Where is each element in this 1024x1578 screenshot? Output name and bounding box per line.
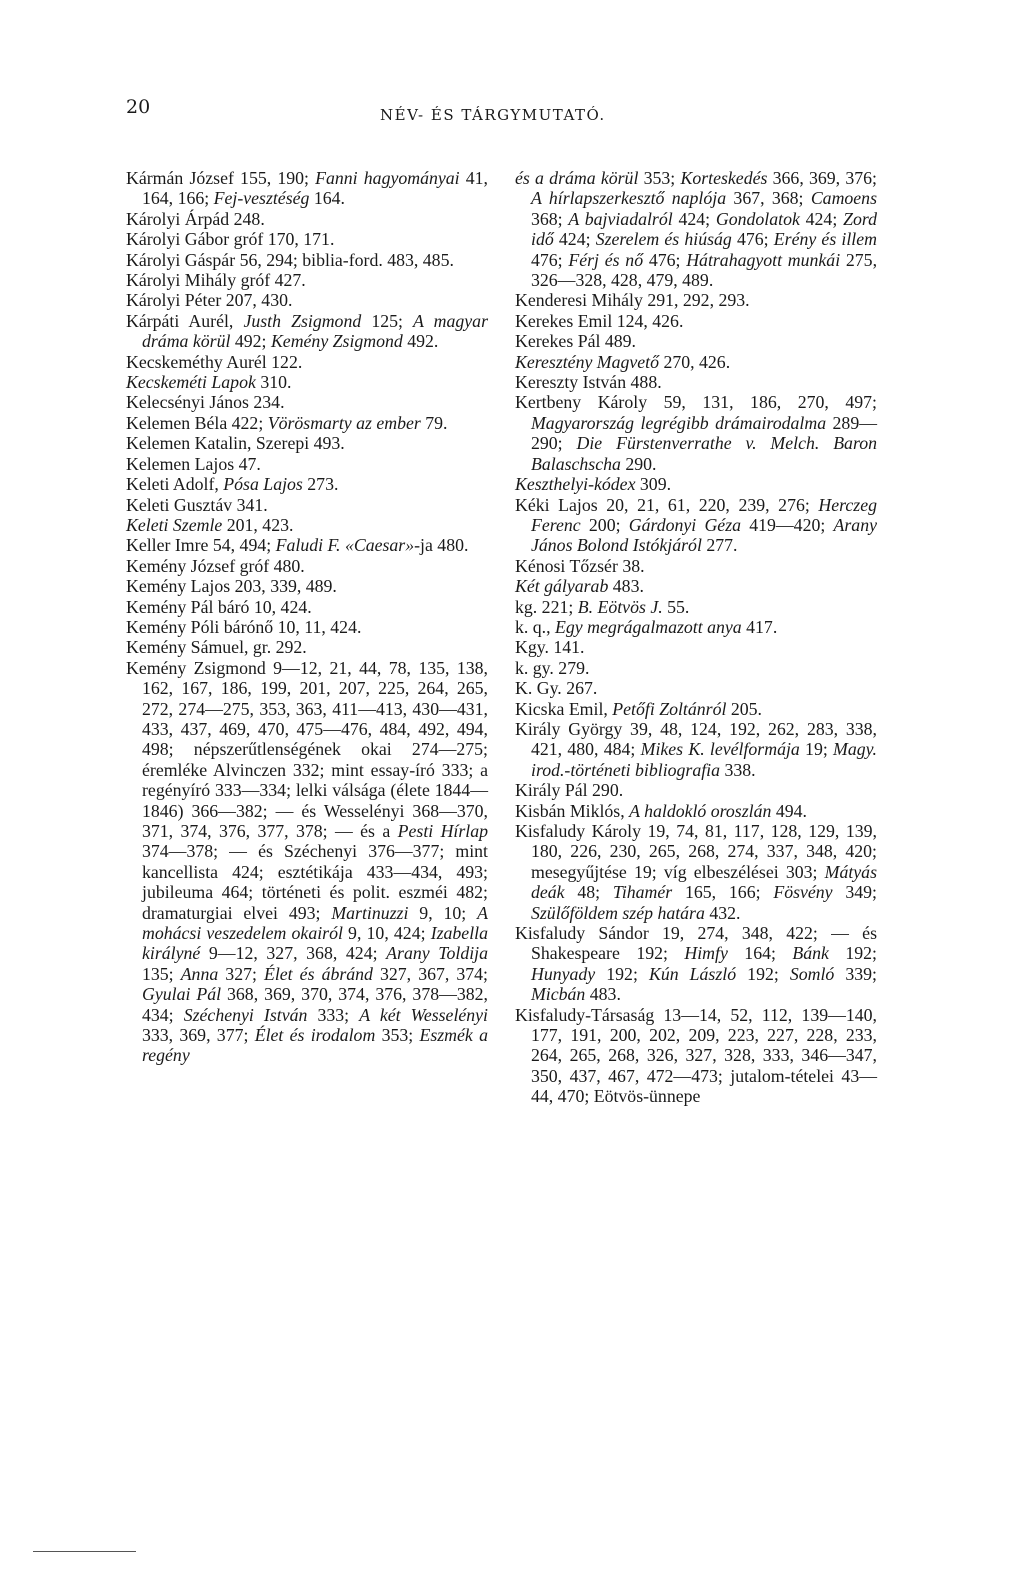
italic-title: Tihamér <box>612 882 673 903</box>
entry-text: 309. <box>635 474 672 495</box>
entry-text: Kénosi Tőzsér 38. <box>515 555 645 576</box>
entry-text: 79. <box>420 412 448 433</box>
entry-text: 494. <box>771 800 807 821</box>
index-entry <box>515 352 877 372</box>
index-entry <box>515 658 877 678</box>
entry-text: Király Pál 290. <box>515 780 624 801</box>
index-entry <box>126 597 488 617</box>
italic-title: Szülőföldem szép határa <box>531 902 705 923</box>
entry-text: 353; <box>375 1025 420 1046</box>
index-entry <box>515 576 877 596</box>
italic-title: A mohácsi veszedelem okairól <box>142 902 488 944</box>
entry-text: 9, 10; <box>408 902 478 923</box>
italic-title: A bajviadalról <box>568 208 673 229</box>
entry-text: 432. <box>704 902 741 923</box>
index-entry <box>126 495 488 515</box>
entry-text: 9, 10, 424; <box>342 923 431 944</box>
italic-title: Martinuzzi <box>331 902 409 923</box>
index-entry <box>515 168 877 290</box>
index-entry <box>126 576 488 596</box>
index-entry <box>126 311 488 352</box>
entry-text: 419—420; <box>741 514 834 535</box>
entry-text: 19; <box>799 739 834 760</box>
italic-title: Széchenyi István <box>183 1004 308 1025</box>
italic-title: B. Eötvös J. <box>577 596 663 617</box>
entry-text: Kemény Sámuel, gr. 292. <box>126 637 307 658</box>
entry-text: Kecskeméthy Aurél 122. <box>126 351 303 372</box>
entry-text: 270, 426. <box>659 351 731 372</box>
index-entry <box>515 780 877 800</box>
italic-title: Fej-vesztéség <box>213 188 310 209</box>
running-head: NÉV- ÉS TÁRGYMUTATÓ. <box>380 106 606 124</box>
entry-text: 290. <box>620 453 657 474</box>
entry-text: Kármán József 155, 190; <box>126 168 316 188</box>
entry-text: 192; <box>736 963 790 984</box>
entry-text: Károlyi Péter 207, 430. <box>126 290 293 311</box>
entry-text: 353; <box>638 168 681 188</box>
entry-text: 424; <box>799 208 844 229</box>
entry-text: 327; <box>218 963 264 984</box>
index-entry <box>515 719 877 780</box>
index-entry <box>126 515 488 535</box>
entry-text: 374—378; — és Széchenyi 376—377; mint kancellista 424; esztétikája 433—434, 493; jubileuma 464; történeti és polit. eszméi 482; dramaturgiai elvei 493; <box>142 841 488 923</box>
italic-title: Keresztény Magvető <box>515 351 660 372</box>
entry-text: Kelecsényi János 234. <box>126 392 285 413</box>
entry-text: 48; <box>564 882 613 903</box>
entry-text: 273. <box>302 474 339 495</box>
index-entry <box>126 413 488 433</box>
italic-title: Magyarország legrégibb drámairodalma <box>531 412 827 433</box>
italic-title: Bánk <box>792 943 829 964</box>
index-entry <box>126 535 488 555</box>
index-entry <box>515 678 877 698</box>
entry-text: 55. <box>662 596 690 617</box>
entry-text: Kereszty István 488. <box>515 372 662 393</box>
index-entry <box>515 637 877 657</box>
italic-title: Petőfi Zoltánról <box>612 698 727 719</box>
italic-title: Arany János Bolond Istókjáról <box>531 514 877 556</box>
index-entry <box>515 392 877 474</box>
entry-text: 333; <box>307 1004 360 1025</box>
entry-text: 164. <box>309 188 345 209</box>
entry-text: 476; <box>731 229 774 250</box>
entry-text: 417. <box>741 616 778 637</box>
entry-text: 192; <box>595 963 649 984</box>
entry-text: 310. <box>255 372 292 393</box>
italic-title: Keszthelyi-kódex <box>515 474 636 495</box>
entry-text: 164; <box>727 943 793 964</box>
index-entry <box>126 229 488 249</box>
italic-title: Herczeg Ferenc <box>531 494 877 535</box>
entry-text: Kemény Pál báró 10, 424. <box>126 596 312 617</box>
entry-text: 492. <box>402 331 439 352</box>
italic-title: Fösvény <box>773 882 833 903</box>
entry-text: 125; <box>361 310 414 331</box>
entry-text: Kemény József gróf 480. <box>126 555 305 576</box>
italic-title: Élet és irodalom <box>254 1025 376 1046</box>
entry-text: 277. <box>701 535 738 556</box>
italic-title: Camoens <box>810 188 877 209</box>
index-entry <box>126 556 488 576</box>
index-entry <box>126 372 488 392</box>
entry-text: 424; <box>672 208 716 229</box>
entry-text: K. Gy. 267. <box>515 678 598 699</box>
entry-text: Kertbeny Károly 59, 131, 186, 270, 497; <box>515 392 877 413</box>
index-entry <box>515 495 877 556</box>
index-entry <box>126 474 488 494</box>
index-entry <box>515 1005 877 1107</box>
italic-title: Anna <box>180 963 219 984</box>
entry-text: Kárpáti Aurél, <box>126 310 244 331</box>
entry-text: Károlyi Mihály gróf 427. <box>126 270 306 291</box>
entry-text: 367, 368; <box>726 188 811 209</box>
footer-rule <box>33 1551 136 1552</box>
entry-text: 483. <box>608 576 644 597</box>
page-number: 20 <box>126 96 151 118</box>
entry-text: 201, 423. <box>222 514 294 535</box>
italic-title: Gondolatok <box>715 208 800 229</box>
entry-text: 424; <box>553 229 596 250</box>
entry-text: Keleti Gusztáv 341. <box>126 494 268 515</box>
entry-text: 192; <box>828 943 877 964</box>
entry-text: 200; <box>580 514 629 535</box>
index-entry <box>126 250 488 270</box>
entry-text: Kgy. 141. <box>515 637 585 658</box>
italic-title: Micbán <box>531 984 586 1005</box>
italic-title: A két Wesselényi <box>359 1004 488 1025</box>
entry-text: Károlyi Árpád 248. <box>126 208 265 229</box>
italic-title: Zord idő <box>531 208 877 250</box>
italic-title: Vörösmarty az ember <box>267 412 421 433</box>
italic-title: Keleti Szemle <box>126 514 223 535</box>
index-entry <box>126 209 488 229</box>
italic-title: Somló <box>789 963 835 984</box>
entry-text: Király György 39, 48, 124, 192, 262, 283, 338, 421, 480, 484; <box>515 718 877 760</box>
entry-text: Keller Imre 54, 494; <box>126 535 276 556</box>
entry-text: 368, 369, 370, 374, 376, 378—382, 434; <box>142 984 488 1025</box>
italic-title: Magy. irod.-történeti bibliografia <box>531 739 877 780</box>
index-column-right <box>515 168 877 1107</box>
italic-title: Mikes K. levélformája <box>640 739 800 760</box>
index-entry <box>126 392 488 412</box>
entry-text: 349; <box>832 882 877 903</box>
index-entry <box>515 556 877 576</box>
italic-title: Egy megrágalmazott anya <box>555 616 742 637</box>
entry-text: Kelemen Béla 422; <box>126 412 268 433</box>
entry-text: 9—12, 327, 368, 424; <box>200 943 387 964</box>
italic-title: A hírlapszerkesztő naplója <box>531 188 727 209</box>
index-entry <box>515 474 877 494</box>
entry-text: 476; <box>643 249 687 270</box>
entry-text: 135; <box>142 963 181 984</box>
italic-title: Gárdonyi Géza <box>628 514 742 535</box>
index-entry <box>126 352 488 372</box>
entry-text: -ja 480. <box>414 535 469 556</box>
entry-text: Károlyi Gábor gróf 170, 171. <box>126 229 335 250</box>
entry-text: 41, 164, 166; <box>142 168 488 209</box>
index-entry <box>126 433 488 453</box>
entry-text: Kenderesi Mihály 291, 292, 293. <box>515 290 750 311</box>
italic-title: Két gályarab <box>515 576 609 597</box>
italic-title: és a dráma körül <box>515 168 639 188</box>
index-entry <box>515 801 877 821</box>
index-entry <box>515 331 877 351</box>
index-entry <box>126 637 488 657</box>
index-entry <box>515 821 877 923</box>
index-entry <box>126 454 488 474</box>
entry-text: 327, 367, 374; <box>372 963 488 984</box>
index-column-left <box>126 168 488 1066</box>
index-entry <box>126 270 488 290</box>
entry-text: 339; <box>834 963 877 984</box>
index-entry <box>515 597 877 617</box>
index-entry <box>515 699 877 719</box>
italic-title: Faludi F. «Caesar» <box>275 535 415 556</box>
italic-title: Die Fürstenverrathe v. Melch. Baron Balaschscha <box>531 433 877 474</box>
entry-text: Kelemen Katalin, Szerepi 493. <box>126 433 345 454</box>
italic-title: Himfy <box>684 943 728 964</box>
italic-title: Pesti Hírlap <box>397 821 488 841</box>
index-entry <box>126 168 488 209</box>
italic-title: A haldokló oroszlán <box>629 800 772 821</box>
italic-title: Kemény Zsigmond <box>270 331 403 352</box>
index-entry <box>126 617 488 637</box>
entry-text: Kemény Póli bárónő 10, 11, 424. <box>126 616 362 637</box>
entry-text: 289—290; <box>531 412 877 454</box>
italic-title: A magyar dráma körül <box>142 310 488 352</box>
italic-title: Justh Zsigmond <box>243 310 362 331</box>
entry-text: 483. <box>585 984 621 1005</box>
italic-title: Pósa Lajos <box>223 474 303 495</box>
italic-title: Élet és ábránd <box>263 963 373 984</box>
italic-title: Férj és nő <box>568 249 644 270</box>
entry-text: 165, 166; <box>672 882 774 903</box>
italic-title: Mátyás deák <box>531 861 877 903</box>
entry-text: 205. <box>726 698 762 719</box>
entry-text: 476; <box>531 249 569 270</box>
italic-title: Eszmék a regény <box>142 1025 488 1066</box>
entry-text: Károlyi Gáspár 56, 294; biblia-ford. 483, 485. <box>126 249 454 270</box>
entry-text: Kerekes Emil 124, 426. <box>515 310 684 331</box>
index-entry <box>515 923 877 1005</box>
index-entry <box>126 290 488 310</box>
entry-text: k. gy. 279. <box>515 657 590 678</box>
entry-text: Kemény Lajos 203, 339, 489. <box>126 576 337 597</box>
entry-text: Kéki Lajos 20, 21, 61, 220, 239, 276; <box>515 494 819 515</box>
entry-text: 368; <box>531 208 569 229</box>
entry-text: k. q., <box>515 616 556 637</box>
italic-title: Erény és illem <box>773 229 877 250</box>
entry-text: Kemény Zsigmond 9—12, 21, 44, 78, 135, 138, 162, 167, 186, 199, 201, 207, 225, 264, 265, 272, 274—275, 353, 363, 411—413, 430—431, 433, 437, 469, 470, 475—476, 484, 492, 494, 498; népszerűtlenségének okai 274—275; éremléke Alvinczen 332; mint essay-író 333; a regényíró 333—334; lelki válsága (élete 1844—1846) 366—382; — és Wesselényi 368—370, 371, 374, 376, 377, 378; — és a <box>126 657 488 841</box>
entry-text: Kisfaludy-Társaság 13—14, 52, 112, 139—140, 177, 191, 200, 202, 209, 223, 227, 228, 233, 264, 265, 268, 326, 327, 328, 333, 346—347, 350, 437, 467, 472—473; jutalom-tételei 43—44, 470; Eötvös-ünnepe <box>515 1004 877 1107</box>
entry-text: 366, 369, 376; <box>767 168 877 188</box>
entry-text: Kisfaludy Sándor 19, 274, 348, 422; — és Shakespeare 192; <box>515 923 877 964</box>
entry-text: 275, 326—328, 428, 479, 489. <box>531 249 878 291</box>
entry-text: Kisbán Miklós, <box>515 800 630 821</box>
index-entry <box>515 617 877 637</box>
entry-text: Keleti Adolf, <box>126 474 224 495</box>
entry-text: Kisfaludy Károly 19, 74, 81, 117, 128, 129, 139, 180, 226, 230, 265, 268, 274, 337, 348, 420; mesegyűjtése 19; víg elbeszélései 303; <box>515 821 877 882</box>
entry-text: Kerekes Pál 489. <box>515 331 636 352</box>
italic-title: Fanni hagyományai <box>315 168 460 188</box>
italic-title: Hátrahagyott munkái <box>686 249 841 270</box>
index-entry <box>126 658 488 1066</box>
italic-title: Hunyady <box>531 963 596 984</box>
italic-title: Kún László <box>648 963 737 984</box>
italic-title: Izabella királyné <box>142 923 488 964</box>
entry-text: 338. <box>720 759 756 780</box>
entry-text: Kelemen Lajos 47. <box>126 453 261 474</box>
index-entry <box>515 311 877 331</box>
italic-title: Szerelem és hiúság <box>595 229 732 250</box>
entry-text: 492; <box>230 331 271 352</box>
index-entry <box>515 290 877 310</box>
italic-title: Arany Toldija <box>386 943 488 964</box>
italic-title: Kecskeméti Lapok <box>126 372 256 393</box>
entry-text: kg. 221; <box>515 596 578 617</box>
entry-text: Kicska Emil, <box>515 698 613 719</box>
italic-title: Gyulai Pál <box>142 984 222 1005</box>
entry-text: 333, 369, 377; <box>142 1025 255 1046</box>
italic-title: Korteskedés <box>680 168 768 188</box>
index-entry <box>515 372 877 392</box>
